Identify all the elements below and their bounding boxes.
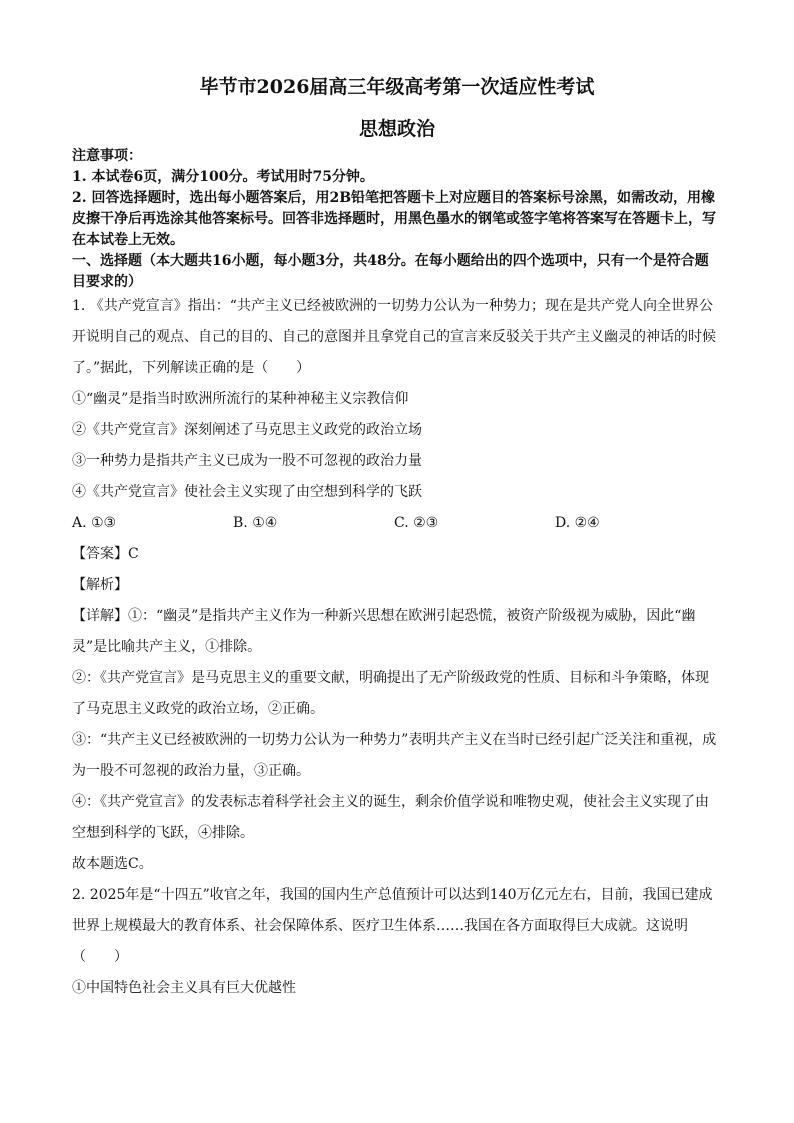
- notes-line: 2. 回答选择题时，选出每小题答案后，用2B铅笔把答题卡上对应题目的答案标号涂黑，如需改动，用橡皮擦干净后再选涂其他答案标号。回答非选择题时，用黑色墨水的钢笔或签字笔将答案写在答题卡上，写在本试卷上无效。: [72, 190, 716, 248]
- analysis-label: 【解析】: [72, 577, 128, 593]
- detail-paragraph: ④：《共产党宣言》的发表标志着科学社会主义的诞生，剩余价值学说和唯物史观，使社会主义实现了由空想到科学的飞跃，④排除。: [72, 794, 709, 841]
- exam-notes: [72, 146, 718, 293]
- option-a: A. ①③: [72, 515, 117, 531]
- detail-paragraph: 【详解】①：“幽灵”是指共产主义作为一种新兴思想在欧洲引起恐慌，被资产阶级视为威胁，因此“幽灵”是比喻共产主义，①排除。: [72, 608, 696, 655]
- option-b: B. ①④: [233, 515, 278, 531]
- statement-item: ①中国特色社会主义具有巨大优越性: [72, 980, 296, 996]
- statement-item: ①“幽灵”是指当时欧洲所流行的某种神秘主义宗教信仰: [72, 391, 409, 407]
- option-d: D. ②④: [555, 515, 600, 531]
- statement-item: ③一种势力是指共产主义已成为一股不可忽视的政治力量: [72, 453, 422, 469]
- question-stem: 2. 2025年是“十四五”收官之年，我国的国内生产总值预计可以达到140万亿元左右，目前，我国已建成世界上规模最大的教育体系、社会保障体系、医疗卫生体系……我国在各方面取得巨大成就。这说明（ ）: [72, 887, 713, 965]
- answer-line: 【答案】C: [72, 546, 139, 562]
- exam-title: 毕节市2026届高三年级高考第一次适应性考试: [199, 76, 595, 98]
- detail-conclusion: 故本题选C。: [72, 856, 153, 872]
- detail-paragraph: ②：《共产党宣言》是马克思主义的重要文献，明确提出了无产阶级政党的性质、目标和斗争策略，体现了马克思主义政党的政治立场，②正确。: [72, 670, 709, 717]
- question-stem: 1. 《共产党宣言》指出：“共产主义已经被欧洲的一切势力公认为一种势力；现在是共产党人向全世界公开说明自己的观点、自己的目的、自己的意图并且拿党自己的宣言来反驳关于共产主义幽灵的神话的时候了。”据此，下列解读正确的是（ ）: [72, 298, 716, 376]
- option-c: C. ②③: [394, 515, 439, 531]
- answer-options: [72, 508, 718, 539]
- statement-item: ④《共产党宣言》使社会主义实现了由空想到科学的飞跃: [72, 484, 422, 500]
- notes-line: 1. 本试卷6页，满分100分。考试用时75分钟。: [72, 169, 374, 185]
- question-body: [72, 291, 718, 1004]
- detail-paragraph: ③：“共产主义已经被欧洲的一切势力公认为一种势力”表明共产主义在当时已经引起广泛关注和重视，成为一股不可忽视的政治力量，③正确。: [72, 732, 717, 779]
- statement-item: ②《共产党宣言》深刻阐述了马克思主义政党的政治立场: [72, 422, 422, 438]
- section-heading: 一、选择题（本大题共16小题，每小题3分，共48分。在每小题给出的四个选项中，只有一个是符合题目要求的）: [72, 253, 709, 290]
- notes-heading: 注意事项：: [72, 148, 142, 164]
- exam-subject: 思想政治: [358, 118, 435, 140]
